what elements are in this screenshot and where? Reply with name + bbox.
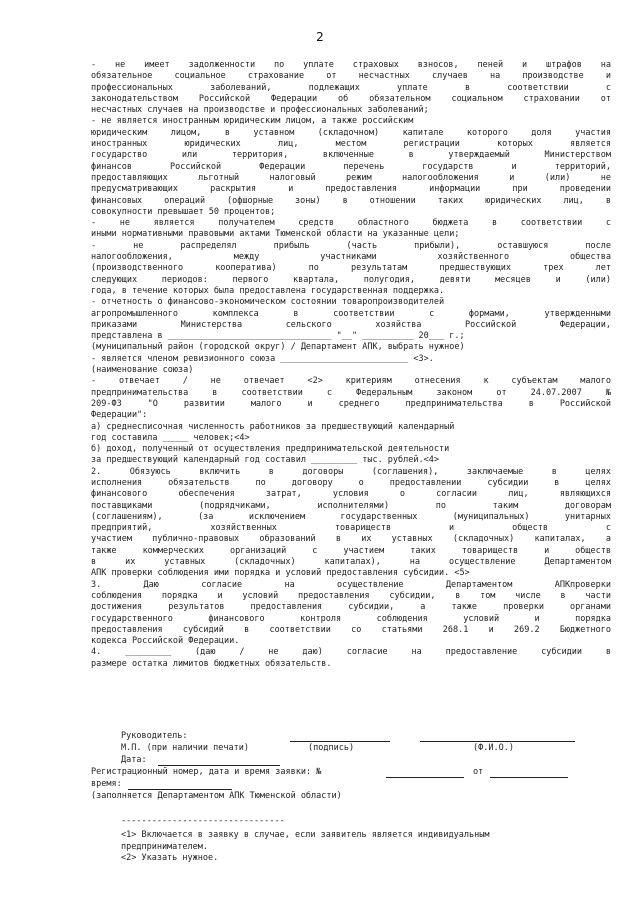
text-line: 2. Обязуюсь включить в договоры (соглашения), заключаемые в целях	[91, 466, 611, 477]
text-line: года, в течение которых была предоставлена государственная поддержка.	[91, 285, 445, 296]
name-line	[420, 741, 575, 742]
text-line: следующих периодов: первого квартала, полугодия, девяти месяцев и (или)	[91, 274, 611, 285]
text-line: - не имеет задолженности по уплате страховых взносов, пеней и штрафов на	[91, 60, 611, 70]
time-label: время:	[91, 779, 122, 789]
text-line: участием публично-правовых образований в их уставных (складочных) капиталах, а	[91, 534, 611, 545]
text-line: (соглашениям), (за исключением государственных (муниципальных) унитарных	[91, 511, 611, 522]
text-line: профессиональных заболеваний, подлежащих уплате в соответствии с	[91, 82, 611, 93]
text-line: финансовых операций (офшорные зоны) в отношении таких юридических лиц, в	[91, 195, 611, 206]
text-line: б) доход, полученный от осуществления предпринимательской деятельности	[91, 444, 450, 455]
text-line: (наименование союза)	[91, 365, 194, 376]
registration-number-line	[386, 777, 464, 778]
text-line: совокупности превышает 50 процентов;	[91, 206, 276, 217]
footnote-line: предпринимателем.	[121, 841, 208, 852]
paragraph	[91, 297, 611, 376]
text-line: иными нормативными правовыми актами Тюменской области на указанные цели;	[91, 229, 460, 240]
paragraph	[91, 647, 611, 670]
footnote-separator: --------------------------------	[121, 816, 285, 826]
date-line	[158, 765, 280, 766]
text-line: финансового обеспечения затрат, условия о согласии лиц, являющихся	[91, 489, 611, 500]
text-line: соблюдения порядка и условий предоставления субсидии, в том числе в части	[91, 590, 611, 601]
text-line: предоставления субсидий в соответствии со статьями 268.1 и 269.2 Бюджетного	[91, 624, 611, 635]
paragraph	[91, 580, 611, 648]
text-line: - не распределял прибыль (часть прибыли), оставшуюся после	[91, 240, 611, 251]
text-line: 209-ФЗ "О развитии малого и среднего предпринимательства в Российской	[91, 398, 611, 409]
paragraph	[91, 444, 611, 467]
text-line: 4. _________ (даю / не даю) согласие на предоставление субсидии в	[91, 647, 611, 658]
text-line: АПК проверки соблюдения ими порядка и условий предоставления субсидии. <5>	[91, 568, 470, 579]
name-caption: (Ф.И.О.)	[473, 743, 514, 753]
head-label: Руководитель:	[121, 731, 188, 741]
text-line: агропромышленного комплекса в соответствии с формами, утвержденными	[91, 308, 611, 319]
text-line: государственного финансового контроля соблюдения условий и порядка	[91, 613, 611, 624]
text-line: год составила _____ человек;<4>	[91, 432, 250, 443]
text-line: кодекса Российской Федерации.	[91, 636, 240, 647]
text-line: - отчетность о финансово-экономическом состоянии товаропроизводителей	[91, 297, 445, 308]
seal-label: М.П. (при наличии печати)	[121, 743, 249, 753]
text-line: предпринимательства в соответствии с Федеральным законом от 24.07.2007 №	[91, 387, 611, 398]
text-line: за предшествующий календарный год составил _________ тыс. рублей.<4>	[91, 455, 439, 466]
text-line: юридическим лицом, в уставном (складочном) капитале которого доля участия	[91, 127, 611, 138]
document-body	[91, 60, 611, 670]
text-line: Федерации":	[91, 410, 148, 421]
text-line: иностранных юридических лиц, местом регистрации которых является	[91, 139, 611, 150]
text-line: финансов Российской Федерации перечень государств и территорий,	[91, 161, 611, 172]
paragraph	[91, 467, 611, 580]
text-line: предусматривающих раскрытия и предоставления информации при проведении	[91, 184, 611, 195]
text-line: также коммерческих организаций с участием таких товариществ и обществ	[91, 545, 611, 556]
paragraph	[91, 116, 611, 218]
text-line: поставщиками (подрядчиками, исполнителями) по таким договорам	[91, 500, 611, 511]
footnote-line: <1> Включается в заявку в случае, если заявитель является индивидуальным	[121, 830, 490, 841]
text-line: (производственного кооператива) по результатам предшествующих трех лет	[91, 263, 611, 274]
text-line: законодательством Российской Федерации об обязательном социальном страховании от	[91, 93, 611, 104]
paragraph	[91, 376, 611, 421]
text-line: - не является иностранным юридическим лицом, а также российским	[91, 116, 414, 127]
text-line: предприятий, хозяйственных товариществ и обществ с	[91, 523, 611, 534]
paragraph	[91, 60, 611, 116]
page-number: 2	[316, 30, 324, 44]
text-line: в их уставных (складочных) капиталах), на осуществление Департаментом	[91, 557, 611, 568]
paragraph	[91, 241, 611, 297]
text-line: государство или территория, включенные в утверждаемый Министерством	[91, 150, 611, 161]
text-line: 3. Даю согласие на осуществление Департаментом АПКпроверки	[91, 579, 611, 590]
registration-date-line	[490, 777, 568, 778]
text-line: - отвечает / не отвечает <2> критериям отнесения к субъектам малого	[91, 376, 611, 387]
text-line: - является членом ревизионного союза _________________________ <3>.	[91, 353, 434, 364]
signature-line	[290, 741, 390, 742]
text-line: обязательное социальное страхование от несчастных случаев на производстве и	[91, 71, 611, 82]
paragraph	[91, 218, 611, 241]
text-line: (муниципальный район (городской округ) / Департамент АПК, выбрать нужное)	[91, 342, 465, 353]
footnote-line: <2> Указать нужное.	[121, 852, 219, 863]
text-line: приказами Министерства сельского хозяйства Российской Федерации,	[91, 319, 611, 330]
text-line: налогообложения, между участниками хозяйственного общества	[91, 252, 611, 263]
signature-caption: (подпись)	[308, 743, 355, 753]
registration-label: Регистрационный номер, дата и время заявки: №	[91, 767, 322, 777]
paragraph	[91, 422, 611, 445]
date-label: Дата:	[121, 755, 147, 765]
text-line: размере остатка лимитов бюджетных обязательств.	[91, 658, 332, 669]
text-line: достижения результатов предоставления субсидии, а также проверки органами	[91, 602, 611, 613]
text-line: несчастных случаев на производстве и профессиональных заболеваний;	[91, 105, 429, 116]
from-label: от	[473, 767, 484, 777]
text-line: - не является получателем средств областного бюджета в соответствии с	[91, 218, 611, 229]
footnotes	[121, 816, 621, 864]
time-line	[128, 789, 232, 790]
text-line: исполнения обязательств по договору о предоставлении субсидии в целях	[91, 477, 611, 488]
filled-by-note: (заполняется Департаментом АПК Тюменской области)	[91, 791, 342, 801]
text-line: а) среднесписочная численность работников за предшествующий календарный	[91, 421, 455, 432]
text-line: представлена в ________________________________ "__" __________ 20___ г.;	[91, 331, 465, 342]
text-line: предоставляющих льготный налоговый режим налогообложения и (или) не	[91, 172, 611, 183]
